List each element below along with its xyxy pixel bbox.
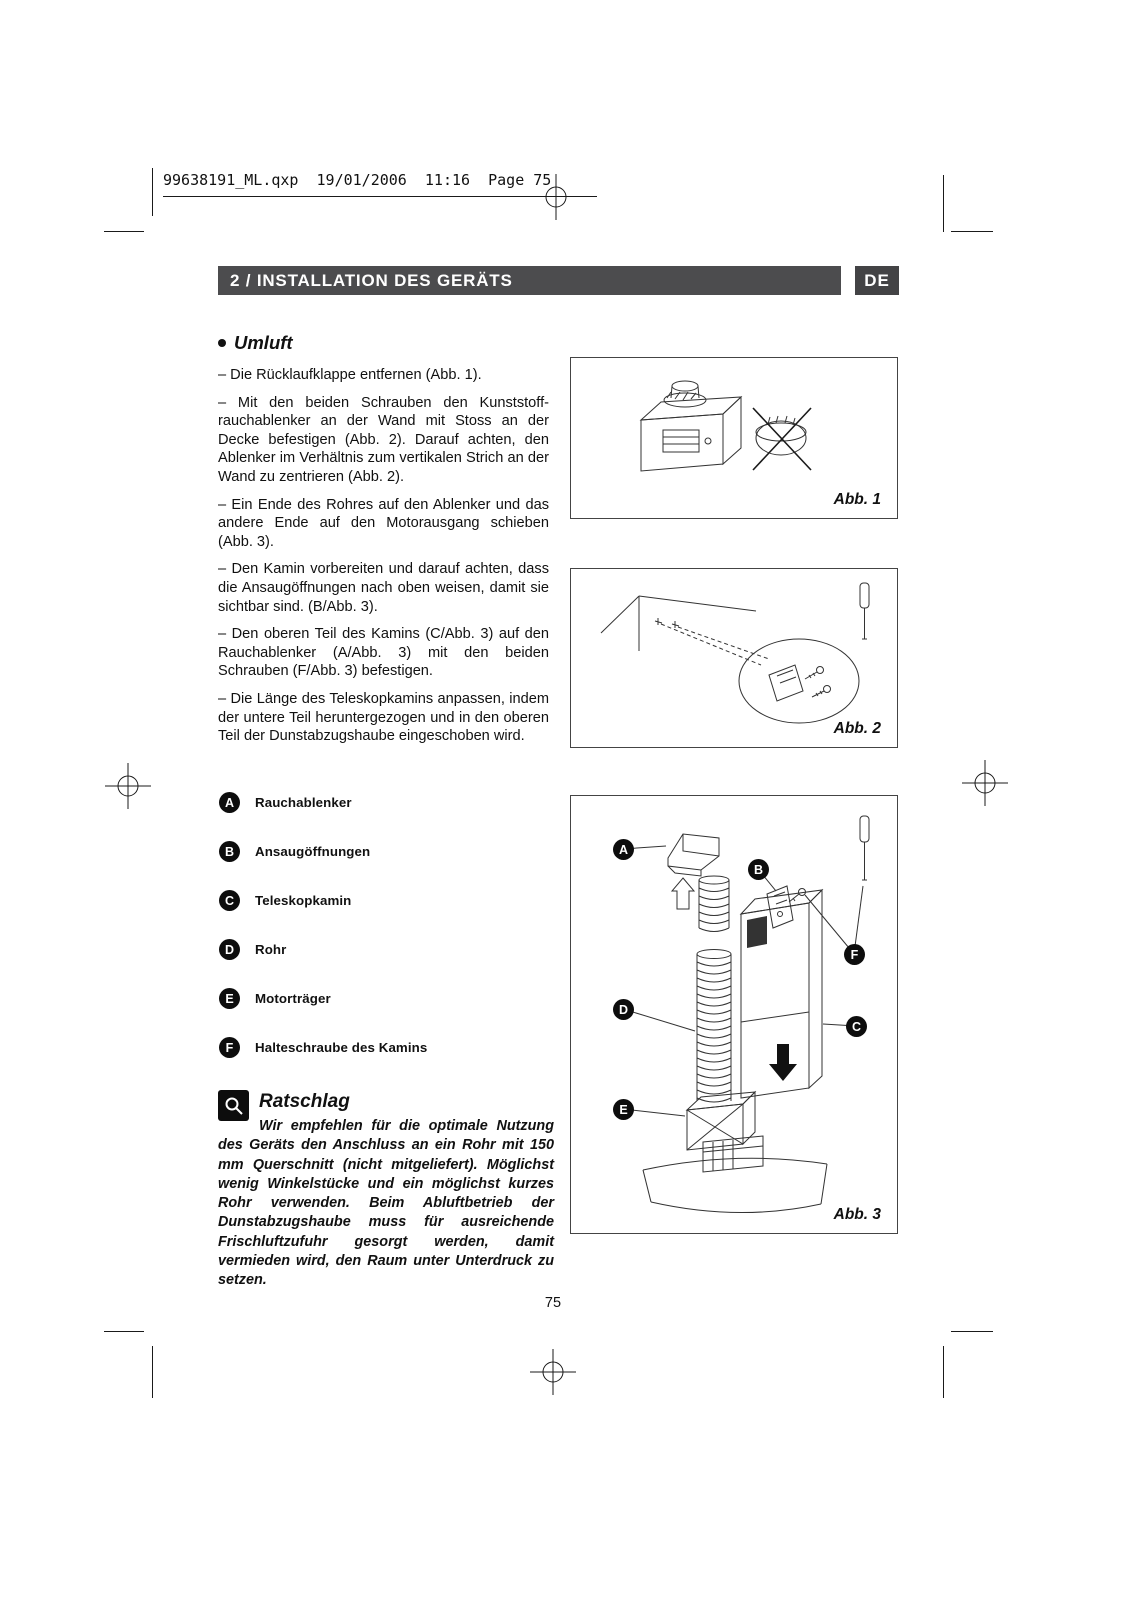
registration-target-icon xyxy=(533,174,579,220)
wall-mounting-drawing xyxy=(571,569,897,745)
figure-2-caption: Abb. 2 xyxy=(833,720,881,737)
registration-target-icon xyxy=(530,1349,576,1395)
figure-3-caption: Abb. 3 xyxy=(833,1206,881,1223)
instruction-paragraph: – Die Rücklaufklappe entfernen (Abb. 1). xyxy=(218,367,482,383)
crop-mark xyxy=(104,1331,144,1332)
bullet-icon xyxy=(218,339,226,347)
parts-legend xyxy=(219,792,427,1086)
legend-letter-badge: B xyxy=(219,841,240,862)
crop-mark xyxy=(951,231,993,232)
instruction-text-column xyxy=(218,366,549,755)
header-rule-line xyxy=(163,196,597,197)
crop-mark xyxy=(152,168,153,216)
legend-item xyxy=(219,841,427,862)
legend-item xyxy=(219,1037,427,1058)
registration-target-icon xyxy=(105,763,151,809)
legend-item xyxy=(219,988,427,1009)
advice-block xyxy=(218,1088,554,1291)
section-header-bar xyxy=(218,266,841,295)
subsection-heading xyxy=(218,332,293,354)
language-badge-label: DE xyxy=(864,270,890,290)
instruction-paragraph: – Die Länge des Teleskopkamins anpassen, indem der untere Teil heruntergezogen und in den oberen Teil der Dunstabzugshaube eingeschoben wird. xyxy=(218,690,549,745)
instruction-paragraph: – Ein Ende des Rohres auf den Ablenker und das andere Ende auf den Motorausgang schieben (Abb. 3). xyxy=(218,496,549,550)
figure-2 xyxy=(570,568,898,748)
print-job-header: 99638191_ML.qxp 19/01/2006 11:16 Page 75 xyxy=(163,171,552,189)
figure-3-callout-f: F xyxy=(844,944,865,965)
subsection-title: Umluft xyxy=(234,332,293,353)
legend-label: Rauchablenker xyxy=(255,795,352,810)
instruction-paragraph: – Den Kamin vorbereiten und darauf achten, dass die Ansaugöffnungen nach oben weisen, damit sie sichtbar sind. (B/Abb. 3). xyxy=(218,561,549,615)
legend-letter-badge: A xyxy=(219,792,240,813)
instruction-paragraph: – Den oberen Teil des Kamins (C/Abb. 3) auf den Rauchablenker (A/Abb. 3) mit den beiden Schrauben (F/Abb. 3) befestigen. xyxy=(218,626,549,680)
figure-3-callout-a: A xyxy=(613,839,634,860)
figure-3-callout-e: E xyxy=(613,1099,634,1120)
crop-mark xyxy=(152,1346,153,1398)
advice-title: Ratschlag xyxy=(259,1091,350,1112)
legend-label: Rohr xyxy=(255,942,287,957)
legend-item xyxy=(219,792,427,813)
page-number: 75 xyxy=(544,1295,562,1311)
instruction-paragraph: – Mit den beiden Schrauben den Kunststoff-rauchablenker an der Wand mit Stoss an der Decke befestigen (Abb. 2). Darauf achten, den Ablenker im Verhältnis zum vertikalen Strich an der Wand zu zentrieren (Abb. 2). xyxy=(218,394,549,485)
figure-3-callout-b: B xyxy=(748,859,769,880)
crop-mark xyxy=(951,1331,993,1332)
crop-mark xyxy=(943,1346,944,1398)
advice-magnifier-icon xyxy=(218,1090,249,1121)
legend-letter-badge: F xyxy=(219,1037,240,1058)
figure-3 xyxy=(570,795,898,1234)
figure-1-caption: Abb. 1 xyxy=(833,491,881,508)
section-header-title: 2 / INSTALLATION DES GERÄTS xyxy=(230,270,513,290)
legend-letter-badge: D xyxy=(219,939,240,960)
legend-label: Motorträger xyxy=(255,991,331,1006)
legend-label: Teleskopkamin xyxy=(255,893,352,908)
registration-target-icon xyxy=(962,760,1008,806)
figure-1 xyxy=(570,357,898,519)
legend-label: Ansaugöffnungen xyxy=(255,844,371,859)
crop-mark xyxy=(104,231,144,232)
legend-item xyxy=(219,939,427,960)
figure-3-callout-d: D xyxy=(613,999,634,1020)
legend-letter-badge: E xyxy=(219,988,240,1009)
figure-3-callout-c: C xyxy=(846,1016,867,1037)
legend-label: Halteschraube des Kamins xyxy=(255,1040,428,1055)
crop-mark xyxy=(943,175,944,232)
language-badge xyxy=(855,266,899,295)
legend-item xyxy=(219,890,427,911)
advice-body: Wir empfehlen für die optimale Nutzung des Geräts den Anschluss an ein Rohr mit 150 mm Querschnitt (nicht mitgeliefert). Möglichst wenig Winkelstücke und ein möglichst kurzes Rohr verwenden. Beim Abluftbetrieb der Dunstabzugshaube muss für ausreichende Frischluftzufuhr gesorgt werden, damit vermieden wird, den Raum unter Unterdruck zu setzen. xyxy=(218,1118,554,1289)
legend-letter-badge: C xyxy=(219,890,240,911)
